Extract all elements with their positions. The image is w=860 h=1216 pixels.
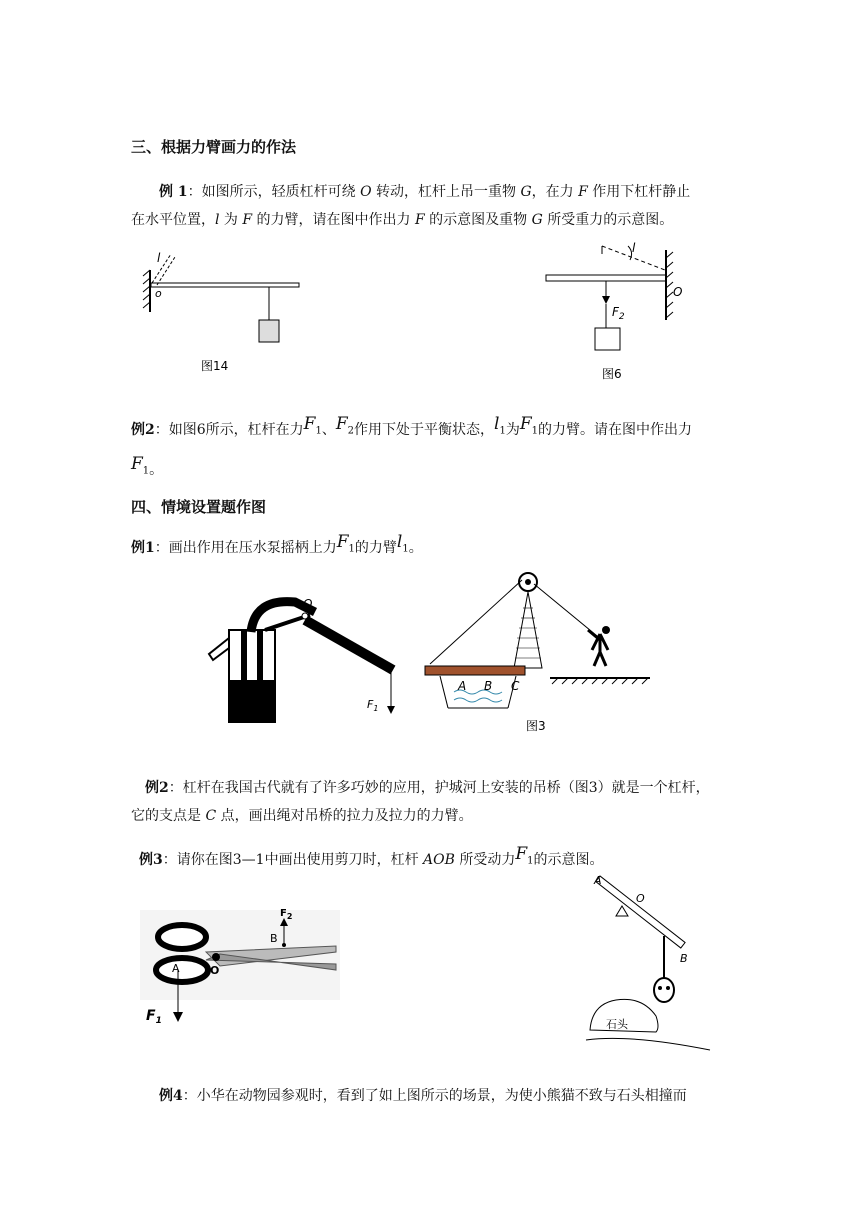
label-C: C <box>511 679 520 693</box>
label-O: O <box>303 597 313 611</box>
wall-hatch <box>143 270 150 312</box>
example-2-text: 例2：如图6所示，杠杆在力$F_1$、$F_2$作用下处于平衡状态，$l_1$为$F_1$的力臂。请在图中作出力 <box>131 414 692 438</box>
sec4-example-3-text: 例3：请你在图3—1中画出使用剪刀时，杠杆 AOB 所受动力$F_1$的示意图。 <box>139 844 604 868</box>
label-l1: l <box>632 241 636 255</box>
figure-caption: 图14 <box>201 359 229 373</box>
sec4-example-1-text: 例1：画出作用在压水泵摇柄上力$F_1$的力臂$l_1$。 <box>131 532 423 556</box>
pump-figure <box>205 590 405 730</box>
sec4-example-2-text: 例2：杠杆在我国古代就有了许多巧妙的应用，护城河上安装的吊桥（图3）就是一个杠杆， 它的支点是 C 点，画出绳对吊桥的拉力及拉力的力臂。 <box>131 780 710 824</box>
bridge-deck <box>425 666 525 675</box>
example-1-text: 例 1：如图所示，轻质杠杆可绕 O 转动，杠杆上吊一重物 G，在力 F 作用下杠杆静止 在水平位置，l 为 F 的力臂，请在图中作出力 F 的示意图及重物 G 所受重力的示意图。 <box>131 184 691 228</box>
label-B: B <box>680 952 688 965</box>
figure-6-lever <box>540 240 700 390</box>
label-F1: $F_1$ <box>146 1008 162 1026</box>
lever-bar <box>546 275 666 281</box>
wall-hatch <box>666 250 673 320</box>
scissors-figure <box>140 900 350 1030</box>
example-label: 例3 <box>139 852 163 868</box>
figure-caption: 图6 <box>602 367 622 381</box>
label-O: O <box>673 285 683 299</box>
label-A: A <box>172 962 180 975</box>
label-B: B <box>270 932 278 945</box>
label-O: O <box>636 892 645 905</box>
lever-bar <box>596 876 685 948</box>
label-B: B <box>484 679 493 693</box>
label-o: o <box>155 287 162 300</box>
example-label: 例1 <box>131 540 155 556</box>
label-O: O <box>210 964 220 977</box>
label-l: l <box>157 251 161 265</box>
example-label: 例 1 <box>159 184 188 200</box>
weight-box <box>259 320 279 342</box>
section-title-4: 四、情境设置题作图 <box>131 498 267 516</box>
example-2-text-end: $F_1$。 <box>131 454 164 478</box>
label-F2: $F_2$ <box>280 908 293 921</box>
example-label: 例2 <box>145 780 169 796</box>
label-F1: $F_1$ <box>367 698 379 713</box>
panda-lever-figure <box>580 872 715 1057</box>
label-A: A <box>458 679 467 693</box>
example-label: 例4 <box>159 1088 183 1104</box>
drawbridge-figure-3 <box>420 568 660 738</box>
lever-bar <box>151 283 299 287</box>
figure-caption: 图3 <box>526 719 546 733</box>
label-A: A <box>594 874 602 887</box>
example-label: 例2 <box>131 422 155 438</box>
label-F2: $F_2$ <box>612 305 625 322</box>
rock-label: 石头 <box>606 1018 628 1031</box>
figure-14-lever <box>135 240 310 385</box>
sec4-example-4-text: 例4：小华在动物园参观时，看到了如上图所示的场景，为使小熊猫不致与石头相撞而 <box>159 1088 687 1104</box>
section-title-3: 三、根据力臂画力的作法 <box>131 138 297 156</box>
panda-icon <box>654 978 674 1002</box>
weight-box <box>595 328 620 350</box>
